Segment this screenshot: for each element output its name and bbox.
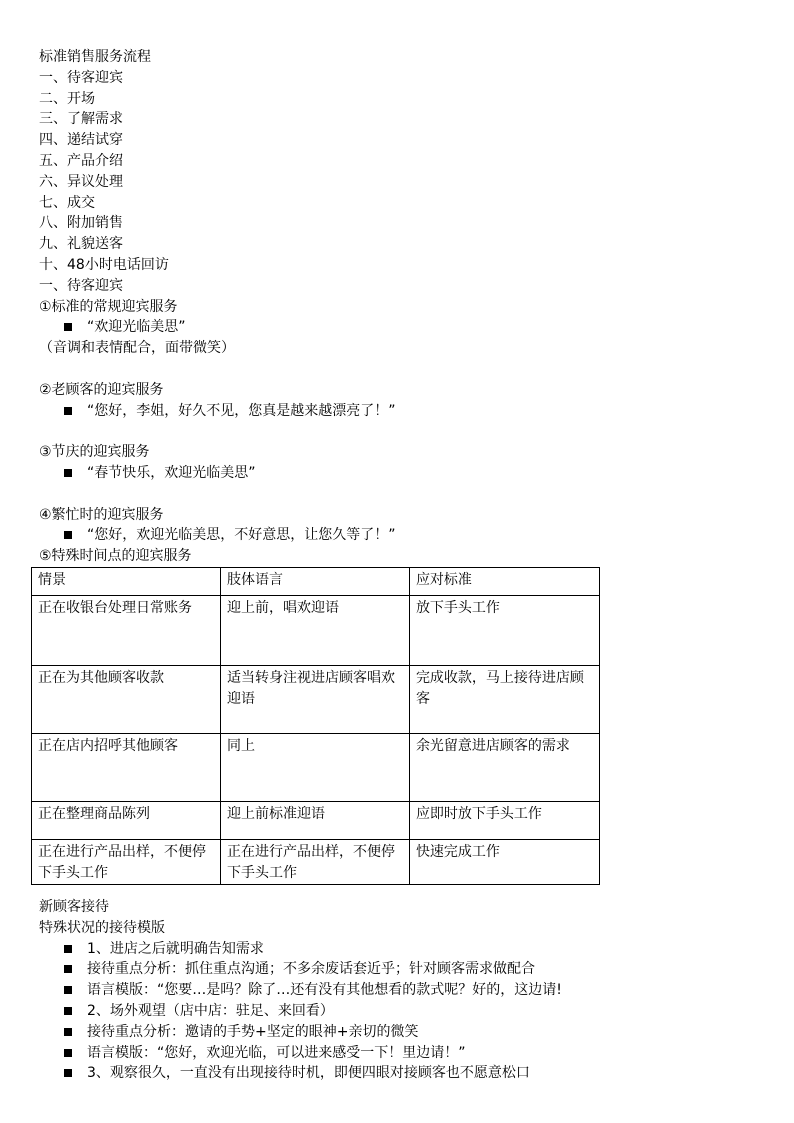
- step-item: 一、待客迎宾: [39, 69, 123, 86]
- table-cell: 同上: [220, 734, 409, 802]
- document-title: 标准销售服务流程: [39, 49, 151, 65]
- list-item: [39, 1001, 759, 1022]
- list-item-text: 1、进店之后就明确告知需求: [87, 940, 264, 957]
- greeting-heading: ①标准的常规迎宾服务: [39, 298, 178, 315]
- table-cell: 正在进行产品出样，不便停下手头工作: [32, 840, 221, 885]
- step-item: 七、成交: [39, 194, 95, 211]
- greeting-heading: ③节庆的迎宾服务: [39, 444, 150, 461]
- step-item: 二、开场: [39, 90, 95, 107]
- step-item: 十、48小时电话回访: [39, 256, 169, 273]
- bullet-square-icon: [64, 1007, 72, 1015]
- greeting-heading: ⑤特殊时间点的迎宾服务: [39, 548, 192, 565]
- greeting-heading: ②老顾客的迎宾服务: [39, 381, 164, 398]
- table-header-row: [32, 568, 600, 596]
- table-cell: 迎上前，唱欢迎语: [220, 596, 409, 666]
- table-row: [32, 734, 600, 802]
- step-item: 五、产品介绍: [39, 152, 123, 169]
- table-row: [32, 596, 600, 666]
- bullet-square-icon: [64, 945, 72, 953]
- bullet-square-icon: [64, 407, 72, 415]
- bullet-square-icon: [64, 1049, 72, 1057]
- bullet-square-icon: [64, 1028, 72, 1036]
- blank-line: [39, 359, 759, 380]
- step-item: 八、附加销售: [39, 215, 123, 232]
- list-item: [39, 463, 759, 484]
- list-item: [39, 317, 759, 338]
- table-cell: 放下手头工作: [409, 596, 599, 666]
- list-item: [39, 980, 759, 1001]
- list-item-text: “您好，李姐，好久不见，您真是越来越漂亮了！”: [87, 402, 396, 419]
- document-body: [39, 47, 759, 567]
- list-item-text: 3、观察很久，一直没有出现接待时机，即便四眼对接顾客也不愿意松口: [87, 1065, 530, 1082]
- list-item: [39, 1022, 759, 1043]
- list-item-text: 2、场外观望（店中店：驻足、来回看）: [87, 1002, 334, 1019]
- list-item: [39, 1063, 759, 1084]
- step-item: 九、礼貌送客: [39, 236, 123, 253]
- list-item: [39, 525, 759, 546]
- list-item-text: 语言模版：“您好，欢迎光临，可以进来感受一下！里边请！”: [87, 1044, 466, 1061]
- section-heading: 特殊状况的接待模版: [39, 919, 165, 936]
- table-cell: 正在店内招呼其他顾客: [32, 734, 221, 802]
- table-header-cell: 肢体语言: [220, 568, 409, 596]
- table-cell: 正在为其他顾客收款: [32, 666, 221, 734]
- list-item-text: “春节快乐，欢迎光临美思”: [87, 464, 256, 481]
- blank-line: [39, 484, 759, 505]
- step-item: 六、异议处理: [39, 173, 123, 190]
- greeting-heading: ④繁忙时的迎宾服务: [39, 506, 164, 523]
- list-item-text: “欢迎光临美思”: [87, 319, 186, 336]
- step-item: 三、了解需求: [39, 111, 123, 128]
- table-cell: 完成收款，马上接待进店顾客: [409, 666, 599, 734]
- service-table: [31, 567, 600, 885]
- table-header-cell: 应对标准: [409, 568, 599, 596]
- bullet-square-icon: [64, 469, 72, 477]
- bullet-square-icon: [64, 965, 72, 973]
- table-cell: 余光留意进店顾客的需求: [409, 734, 599, 802]
- list-item: [39, 959, 759, 980]
- bullet-square-icon: [64, 531, 72, 539]
- greeting-note: （音调和表情配合，面带微笑）: [39, 340, 235, 357]
- reception-section: [39, 897, 759, 1084]
- list-item-text: 接待重点分析：邀请的手势+坚定的眼神+亲切的微笑: [87, 1023, 419, 1040]
- list-item: [39, 1043, 759, 1064]
- table-row: [32, 666, 600, 734]
- table-cell: 迎上前标准迎语: [220, 802, 409, 840]
- list-item: [39, 939, 759, 960]
- list-item-text: 语言模版：“您要…是吗？除了…还有没有其他想看的款式呢？好的，这边请!: [87, 982, 562, 999]
- table-cell: 快速完成工作: [409, 840, 599, 885]
- table-cell: 适当转身注视进店顾客唱欢迎语: [220, 666, 409, 734]
- list-item: [39, 401, 759, 422]
- list-item-text: “您好，欢迎光临美思，不好意思，让您久等了！”: [87, 527, 396, 544]
- table-row: [32, 840, 600, 885]
- table-header-cell: 情景: [32, 568, 221, 596]
- list-item-text: 接待重点分析：抓住重点沟通；不多余废话套近乎；针对顾客需求做配合: [87, 961, 535, 978]
- table-cell: 正在收银台处理日常账务: [32, 596, 221, 666]
- table-cell: 正在整理商品陈列: [32, 802, 221, 840]
- step-item: 四、递结试穿: [39, 132, 123, 149]
- section-heading: 新顾客接待: [39, 899, 109, 915]
- table-cell: 应即时放下手头工作: [409, 802, 599, 840]
- bullet-square-icon: [64, 1069, 72, 1077]
- bullet-square-icon: [64, 986, 72, 994]
- table-row: [32, 802, 600, 840]
- blank-line: [39, 421, 759, 442]
- bullet-square-icon: [64, 323, 72, 331]
- section-heading: 一、待客迎宾: [39, 277, 123, 294]
- table-cell: 正在进行产品出样，不便停下手头工作: [220, 840, 409, 885]
